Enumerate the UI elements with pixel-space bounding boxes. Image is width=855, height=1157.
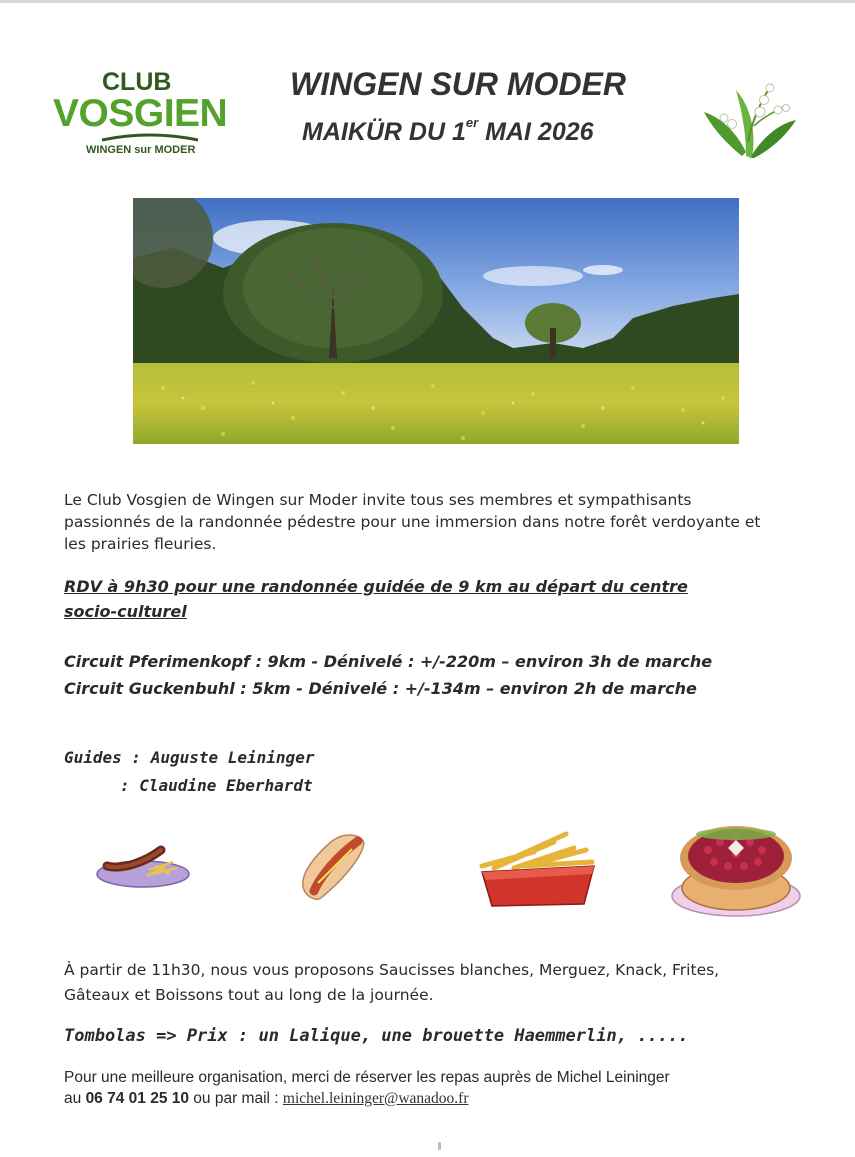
circuit-guckenbuhl: Circuit Guckenbuhl : 5km - Dénivelé : +/-134m – environ 2h de marche bbox=[64, 679, 697, 698]
fries-icon bbox=[474, 828, 602, 908]
food-offer-line-2: Gâteaux et Boissons tout au long de la journée. bbox=[64, 986, 434, 1004]
contact-email-link[interactable]: michel.leininger@wanadoo.fr bbox=[282, 1090, 469, 1107]
page-subtitle: MAIKÜR DU 1er MAI 2026 bbox=[302, 114, 594, 146]
contact-line-1: Pour une meilleure organisation, merci de réserver les repas auprès de Michel Leininger bbox=[64, 1069, 670, 1086]
hotdog-icon bbox=[292, 827, 372, 907]
meadow-photo bbox=[133, 198, 739, 444]
scan-mark bbox=[438, 1142, 441, 1150]
logo-subtitle: WINGEN sur MODER bbox=[86, 144, 196, 156]
intro-line-3: les prairies fleuries. bbox=[64, 535, 217, 553]
page-title: WINGEN SUR MODER bbox=[290, 66, 626, 102]
club-vosgien-logo bbox=[50, 68, 235, 160]
guide-line-2: : Claudine Eberhardt bbox=[120, 776, 313, 795]
sausage-plate-icon bbox=[93, 836, 193, 892]
contact-line-2: au 06 74 01 25 10 ou par mail : michel.leininger@wanadoo.fr bbox=[64, 1090, 469, 1107]
intro-paragraph bbox=[64, 489, 824, 555]
circuit-pferimenkopf: Circuit Pferimenkopf : 9km - Dénivelé : +/-220m – environ 3h de marche bbox=[64, 652, 713, 671]
guides-list bbox=[64, 744, 314, 800]
tombola-notice: Tombolas => Prix : un Lalique, une brouette Haemmerlin, ..... bbox=[64, 1026, 689, 1046]
contact-paragraph bbox=[64, 1067, 824, 1109]
cake-icon bbox=[668, 818, 804, 920]
scan-top-edge bbox=[0, 0, 855, 3]
logo-swoosh-icon bbox=[100, 132, 200, 144]
logo-vosgien-text: VOSGIEN bbox=[53, 92, 228, 135]
intro-line-1: Le Club Vosgien de Wingen sur Moder invite tous ses membres et sympathisants bbox=[64, 491, 692, 509]
lily-of-the-valley-icon bbox=[702, 72, 798, 162]
rdv-line-2: socio-culturel bbox=[64, 602, 187, 621]
food-offer-line-1: À partir de 11h30, nous vous proposons Saucisses blanches, Merguez, Knack, Frites, bbox=[64, 961, 720, 979]
food-offer-paragraph bbox=[64, 958, 824, 1008]
rdv-line-1: RDV à 9h30 pour une randonnée guidée de 9 km au départ du centre bbox=[64, 577, 688, 596]
contact-phone: 06 74 01 25 10 bbox=[85, 1090, 189, 1107]
logo-club-text: CLUB bbox=[102, 68, 172, 96]
rdv-notice bbox=[64, 574, 784, 624]
guide-line-1: Guides : Auguste Leininger bbox=[64, 748, 315, 767]
intro-line-2: passionnés de la randonnée pédestre pour une immersion dans notre forêt verdoyante et bbox=[64, 513, 761, 531]
